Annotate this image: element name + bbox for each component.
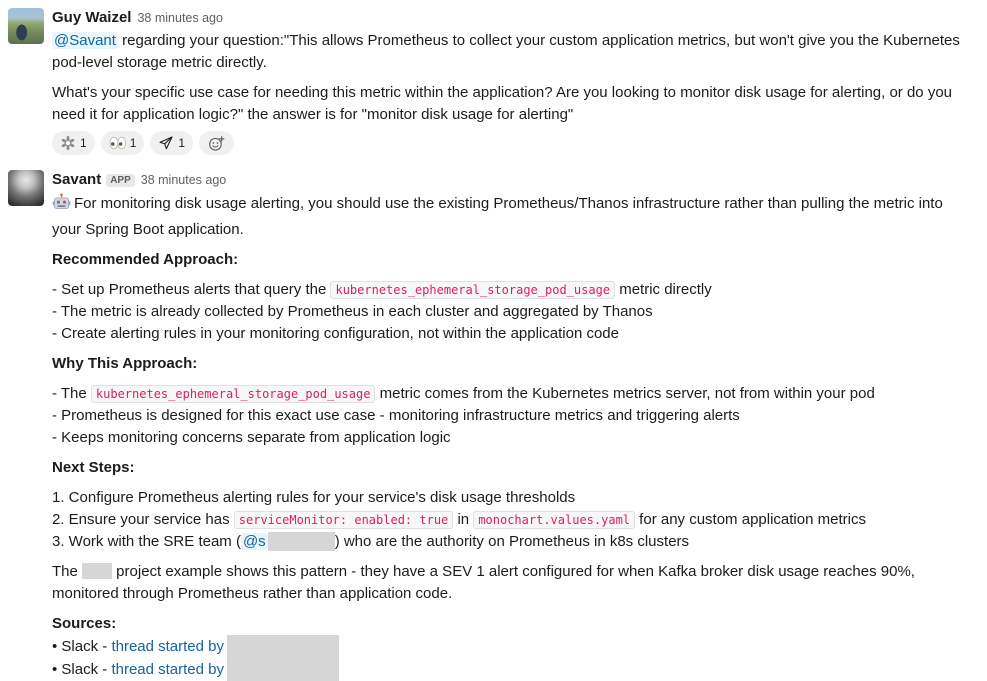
- thread-link[interactable]: thread started by: [111, 660, 225, 678]
- section-heading-why: Why This Approach:: [52, 354, 198, 372]
- source-text: • Slack -: [52, 637, 112, 655]
- list-item: - Keeps monitoring concerns separate from application logic: [52, 428, 451, 446]
- message-header: [52, 8, 974, 28]
- list-item-text: for any custom application metrics: [635, 510, 866, 528]
- reaction-send[interactable]: [150, 131, 193, 155]
- inline-code: kubernetes_ephemeral_storage_pod_usage: [91, 385, 376, 403]
- list-item-text: - The: [52, 384, 91, 402]
- reaction-openai[interactable]: [52, 131, 95, 155]
- list-item: 1. Configure Prometheus alerting rules for your service's disk usage thresholds: [52, 488, 576, 506]
- paper-plane-icon: [158, 135, 174, 151]
- message-body: [52, 193, 974, 681]
- numbered-list: [52, 487, 974, 553]
- message-text: regarding your question:"This allows Prometheus to collect your custom application metrics, but won't give you the Kubernetes pod-level storage metric directly.: [52, 32, 960, 71]
- message-timestamp[interactable]: 38 minutes ago: [140, 173, 227, 187]
- avatar-guy-waizel[interactable]: [8, 8, 44, 44]
- paragraph: [52, 193, 974, 241]
- smiley-plus-icon: [208, 135, 225, 152]
- list-item-text: ) who are the authority on Prometheus in k8s clusters: [334, 532, 690, 550]
- list-item-text: in: [453, 510, 474, 528]
- thread-link[interactable]: thread started by: [111, 637, 225, 655]
- source-item: [52, 661, 339, 678]
- message-guy: [0, 0, 987, 155]
- list-item-text: 3. Work with the SRE team (: [52, 532, 241, 550]
- list-item: [52, 511, 866, 528]
- message-text: For monitoring disk usage alerting, you should use the existing Prometheus/Thanos infrastructure rather than pulling the metric into your Spring Boot application.: [52, 194, 943, 238]
- app-badge: APP: [106, 174, 135, 187]
- list-item-text: metric comes from the Kubernetes metrics server, not from within your pod: [375, 384, 875, 402]
- paragraph: [52, 561, 974, 605]
- list-item: [52, 281, 712, 298]
- message-header: [52, 170, 974, 191]
- redaction-box: [268, 532, 335, 551]
- list-item-text: - Set up Prometheus alerts that query the: [52, 280, 331, 298]
- section-heading-recommended: Recommended Approach:: [52, 250, 239, 268]
- reactions-bar: [52, 131, 974, 155]
- source-text: • Slack -: [52, 660, 112, 678]
- message-body: [52, 30, 974, 126]
- mention-sre-team[interactable]: @s: [242, 532, 266, 550]
- section-heading-next-steps: Next Steps:: [52, 458, 135, 476]
- openai-logo-icon: [60, 135, 76, 151]
- section-heading-sources: Sources:: [52, 614, 117, 632]
- list-item-text: metric directly: [615, 280, 712, 298]
- message-timestamp[interactable]: 38 minutes ago: [137, 11, 223, 25]
- redaction-box: [227, 658, 339, 681]
- robot-emoji-icon: [52, 193, 71, 219]
- reaction-count: 1: [80, 136, 87, 150]
- author-name[interactable]: Savant: [52, 171, 102, 188]
- list-item: [52, 533, 689, 550]
- inline-code: serviceMonitor: enabled: true: [234, 511, 454, 529]
- reaction-eyes[interactable]: [101, 131, 145, 155]
- message-text: What's your specific use case for needing this metric within the application? Are you looking to monitor disk usage for alerting, or do you need it for application logic?" the answer is for "monitor disk usage for alerting": [52, 84, 952, 123]
- source-item: [52, 638, 339, 655]
- avatar-savant[interactable]: [8, 170, 44, 206]
- reaction-count: 1: [178, 136, 186, 150]
- list-item: - Prometheus is designed for this exact use case - monitoring infrastructure metrics and triggering alerts: [52, 406, 740, 424]
- eyes-emoji-icon: [109, 136, 126, 150]
- add-reaction-button[interactable]: [199, 131, 234, 155]
- redaction-box: [227, 635, 339, 658]
- inline-code: kubernetes_ephemeral_storage_pod_usage: [330, 281, 615, 299]
- list-item: - The metric is already collected by Prometheus in each cluster and aggregated by Thanos: [52, 302, 653, 320]
- redaction-box: [82, 563, 112, 579]
- list-item: - Create alerting rules in your monitoring configuration, not within the application code: [52, 324, 619, 342]
- list-item: [52, 385, 875, 402]
- reaction-count: 1: [129, 136, 137, 150]
- mention-savant[interactable]: @Savant: [54, 32, 116, 49]
- bullet-list: [52, 279, 974, 345]
- paragraph: [52, 82, 974, 126]
- paragraph: [52, 30, 974, 74]
- message-savant: [0, 170, 987, 681]
- sources-list: [52, 635, 974, 681]
- list-item-text: 2. Ensure your service has: [52, 510, 234, 528]
- inline-code: monochart.values.yaml: [473, 511, 635, 529]
- bullet-list: [52, 383, 974, 449]
- message-text: The: [52, 562, 83, 580]
- message-text: project example shows this pattern - they have a SEV 1 alert configured for when Kafka broker disk usage reaches 90%, monitored through Prometheus rather than application code.: [52, 562, 915, 602]
- author-name[interactable]: Guy Waizel: [52, 9, 132, 26]
